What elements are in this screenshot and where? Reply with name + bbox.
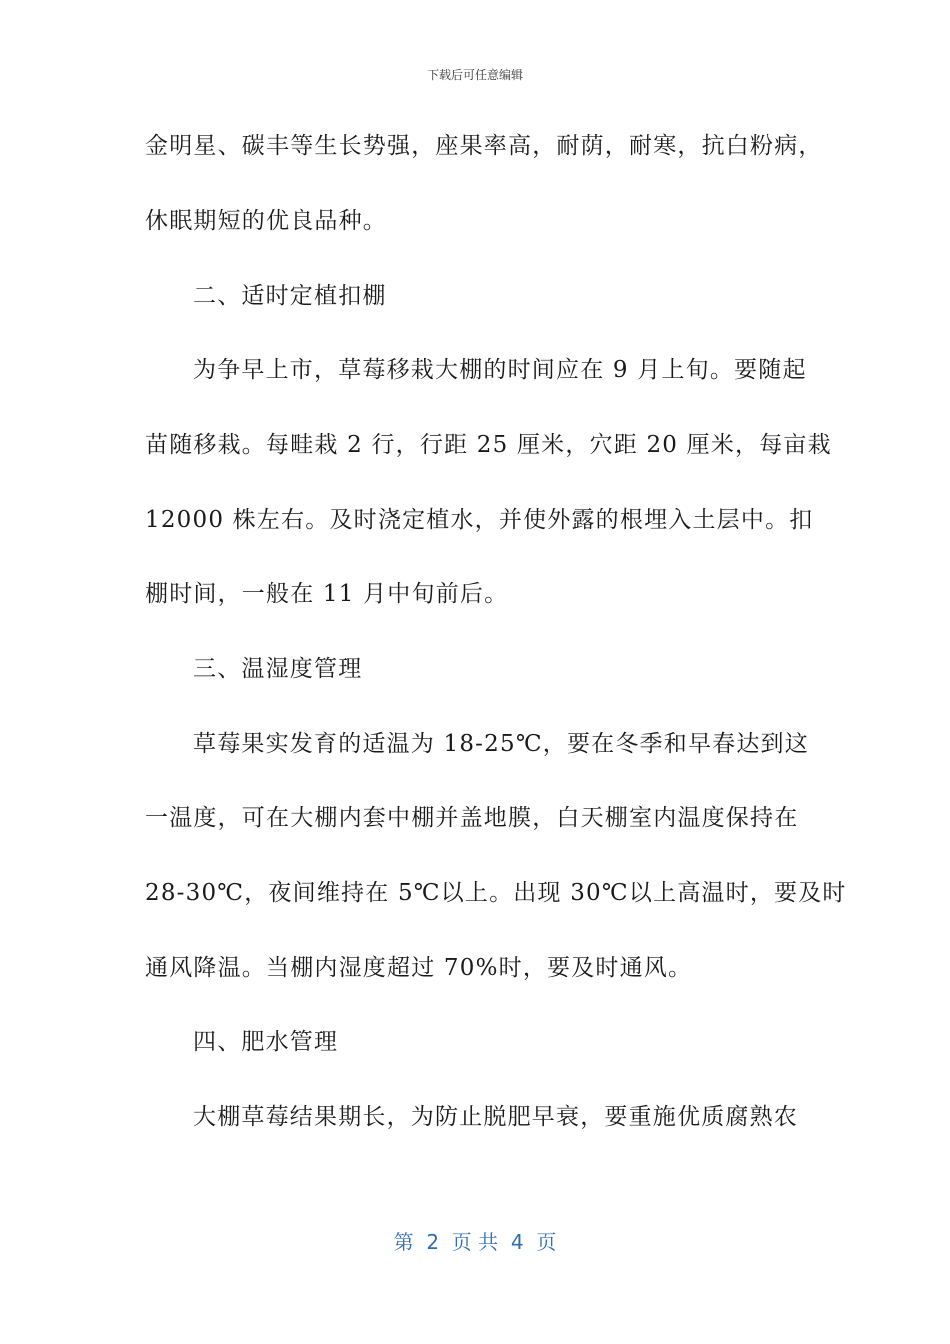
section-heading: 四、肥水管理 [193, 1029, 339, 1055]
section-heading: 二、适时定植扣棚 [193, 283, 387, 309]
text-line: 大棚草莓结果期长，为防止脱肥早衰，要重施优质腐熟农 [193, 1104, 798, 1130]
text-line: 苗随移栽。每畦栽 2 行，行距 25 厘米，穴距 20 厘米，每亩栽 [145, 432, 832, 458]
section-heading: 三、温湿度管理 [193, 656, 363, 682]
page-header: 下载后可任意编辑 [426, 68, 523, 82]
text-line: 28-30℃，夜间维持在 5℃以上。出现 30℃以上高温时，要及时 [145, 880, 847, 906]
text-line: 一温度，可在大棚内套中棚并盖地膜，白天棚室内温度保持在 [145, 805, 799, 831]
text-line: 休眠期短的优良品种。 [145, 208, 387, 234]
text-line: 草莓果实发育的适温为 18-25℃，要在冬季和早春达到这 [193, 731, 809, 757]
text-line: 为争早上市，草莓移栽大棚的时间应在 9 月上旬。要随起 [193, 357, 807, 383]
page-number-footer: 第 2 页 共 4 页 [393, 1230, 557, 1254]
text-line: 12000 株左右。及时浇定植水，并使外露的根埋入土层中。扣 [145, 507, 814, 533]
text-line: 棚时间，一般在 11 月中旬前后。 [145, 581, 509, 607]
text-line: 金明星、碳丰等生长势强，座果率高，耐荫，耐寒，抗白粉病， [145, 133, 823, 159]
text-line: 通风降温。当棚内湿度超过 70%时，要及时通风。 [145, 955, 693, 981]
